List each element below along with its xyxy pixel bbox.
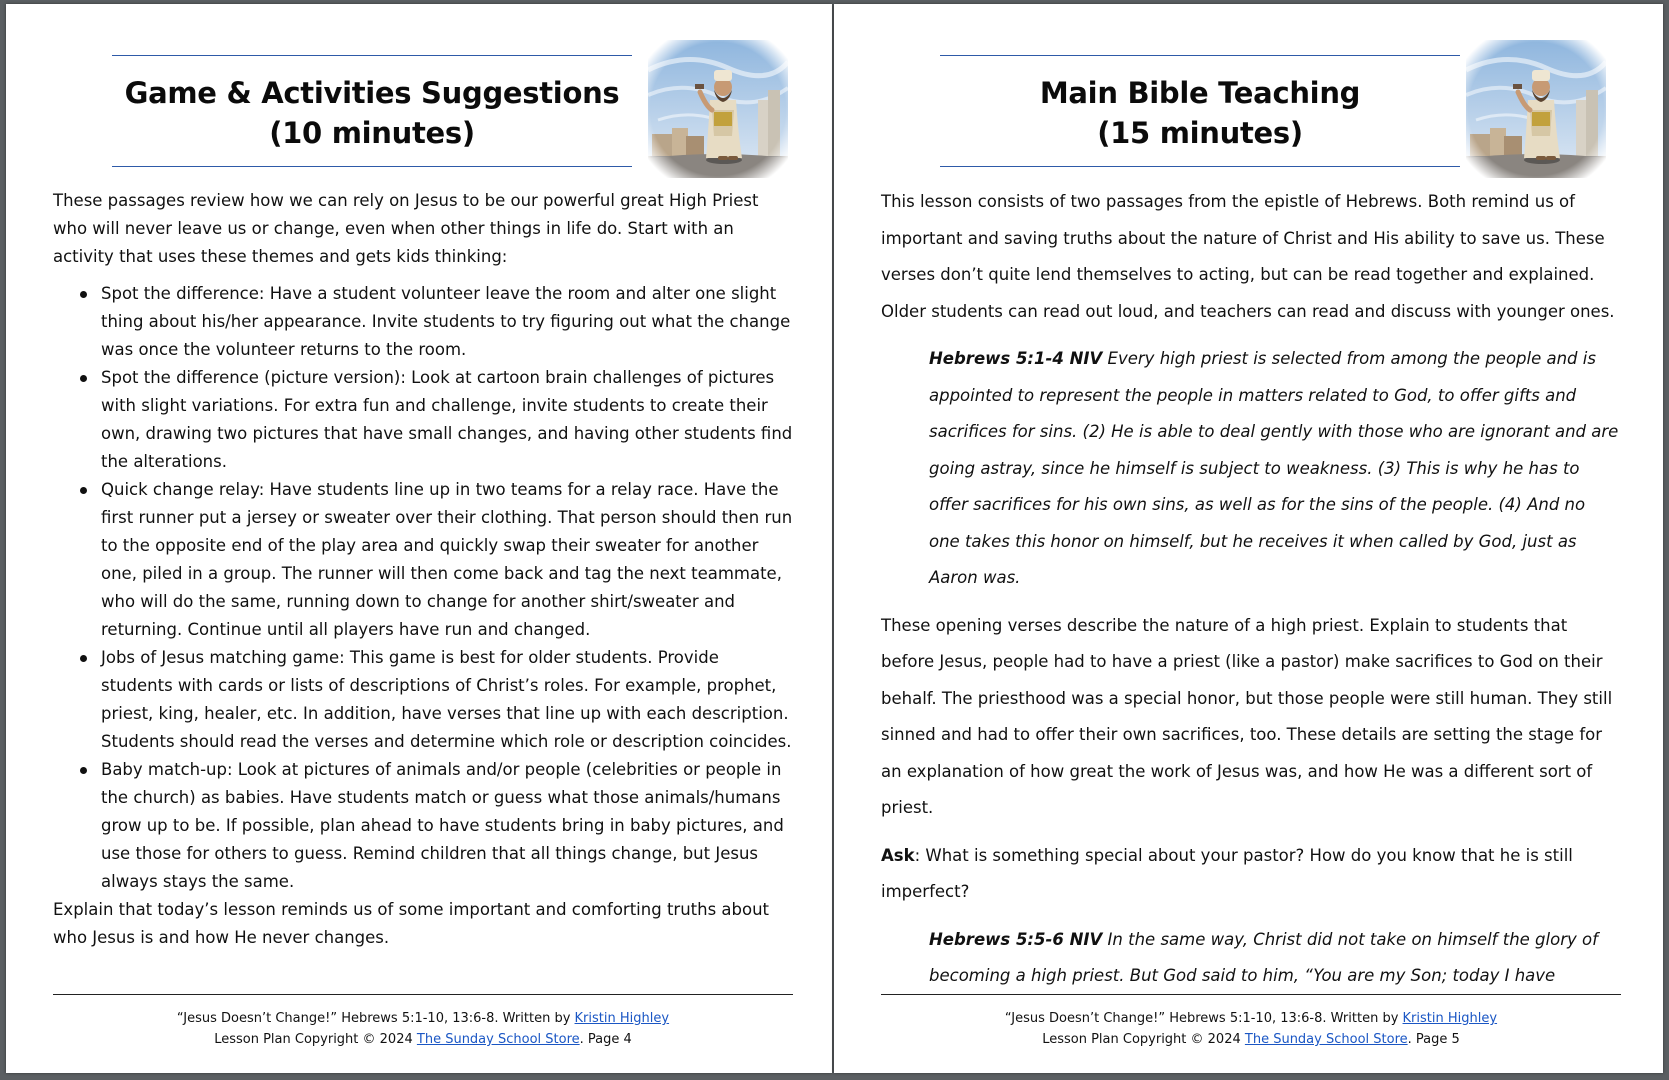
high-priest-illustration-icon xyxy=(648,40,788,178)
explanation-paragraph: These opening verses describe the nature of a high priest. Explain to students that before Jesus, people had to have a priest (like a pastor) make sacrifices to God on their behalf. The priesthood was a special honor, but those people were still human. They still sinned and had to offer their own sacrifices, too. These details are setting the stage for an explanation of how great the work of Jesus was, and how He was a different sort of priest. xyxy=(881,615,1613,817)
list-item: Quick change relay: Have students line up in two teams for a relay race. Have the first runner put a jersey or sweater over their clothing. That person should then run to the opposite end of the play area and quickly swap their sweater for another one, piled in a group. The runner will then come back and tag the next teammate, who will do the same, running down to change for another shirt/sweater and returning. Continue until all players have run and changed. xyxy=(101,476,793,644)
footer-citation: “Jesus Doesn’t Change!” Hebrews 5:1-10, 13:6-8. Written by xyxy=(1004,1011,1403,1026)
page-label: . Page xyxy=(1407,1032,1452,1047)
ask-question: : What is something special about your pastor? How do you know that he is still imperfect? xyxy=(881,845,1573,901)
verse-reference: Hebrews 5:5-6 NIV xyxy=(929,929,1103,949)
list-item: Jobs of Jesus matching game: This game is best for older students. Provide students with cards or lists of descriptions of Christ’s roles. For example, prophet, priest, king, healer, etc. In addition, have verses that line up with each description. Students should read the verses and determine which role or description coincides. xyxy=(101,644,793,756)
list-item: Baby match-up: Look at pictures of animals and/or people (celebrities or people in the church) as babies. Have students match or guess what those animals/humans grow up to be. If possible, plan ahead to have students bring in baby pictures, and use those for others to guess. Remind children that all things change, but Jesus always stays the same. xyxy=(101,756,793,896)
intro-paragraph: These passages review how we can rely on Jesus to be our powerful great High Priest who will never leave us or change, even when other things in life do. Start with an activity that uses these themes and gets kids thinking: xyxy=(53,191,759,266)
title-line-2: (15 minutes) xyxy=(1097,116,1303,150)
footer-line-1 xyxy=(53,1008,793,1029)
title-line-1: Game & Activities Suggestions xyxy=(124,76,620,110)
title-line-1: Main Bible Teaching xyxy=(1039,76,1361,110)
page-4-title xyxy=(112,73,632,153)
page-number: 5 xyxy=(1451,1032,1460,1047)
header-rule-top xyxy=(112,55,632,56)
footer-copyright: Lesson Plan Copyright © 2024 xyxy=(214,1032,417,1047)
high-priest-illustration-icon xyxy=(1466,40,1606,178)
title-line-2: (10 minutes) xyxy=(269,116,475,150)
intro-paragraph: This lesson consists of two passages from the epistle of Hebrews. Both remind us of important and saving truths about the nature of Christ and His ability to save us. These verses don’t quite lend themselves to acting, but can be read together and explained. Older students can read out loud, and teachers can read and discuss with younger ones. xyxy=(881,192,1615,321)
footer-line-2 xyxy=(881,1029,1621,1050)
page-4-body xyxy=(53,187,793,961)
footer-line-2 xyxy=(53,1029,793,1050)
verse-block-1 xyxy=(881,341,1621,597)
ask-label: Ask xyxy=(881,845,915,865)
page-4 xyxy=(6,4,832,1073)
footer-copyright: Lesson Plan Copyright © 2024 xyxy=(1042,1032,1245,1047)
page-4-header xyxy=(112,51,632,167)
store-link[interactable]: The Sunday School Store xyxy=(416,1032,580,1047)
header-rule-bottom xyxy=(940,166,1460,167)
page-5-footer xyxy=(881,994,1621,1050)
author-link[interactable]: Kristin Highley xyxy=(1402,1011,1498,1026)
page-5-title xyxy=(940,73,1460,153)
author-link[interactable]: Kristin Highley xyxy=(574,1011,670,1026)
footer-citation: “Jesus Doesn’t Change!” Hebrews 5:1-10, 13:6-8. Written by xyxy=(176,1011,575,1026)
verse-text: Every high priest is selected from among the people and is appointed to represent the people in matters related to God, to offer gifts and sacrifices for sins. (2) He is able to deal gently with those who are ignorant and are going astray, since he himself is subject to weakness. (3) This is why he has to offer sacrifices for his own sins, as well as for the sins of the people. (4) And no one takes this honor on himself, but he receives it when called by God, just as Aaron was. xyxy=(929,349,1619,587)
page-5 xyxy=(834,4,1663,1073)
list-item: Spot the difference: Have a student volunteer leave the room and alter one slight thing about his/her appearance. Invite students to try figuring out what the change was once the volunteer returns to the room. xyxy=(101,280,793,364)
activity-list xyxy=(53,280,793,896)
list-item: Spot the difference (picture version): Look at cartoon brain challenges of pictures with slight variations. For extra fun and challenge, invite students to create their own, drawing two pictures that have small changes, and having other students find the alterations. xyxy=(101,364,793,476)
verse-text: In the same way, Christ did not take on himself the glory of becoming a high priest. But God said to him, “You are my Son; today I have xyxy=(929,929,1598,985)
header-rule-top xyxy=(940,55,1460,56)
footer-line-1 xyxy=(881,1008,1621,1029)
verse-block-2 xyxy=(881,922,1621,995)
page-number: 4 xyxy=(623,1032,632,1047)
page-5-header xyxy=(940,51,1460,167)
page-label: . Page xyxy=(579,1032,624,1047)
ask-paragraph xyxy=(881,838,1621,911)
store-link[interactable]: The Sunday School Store xyxy=(1244,1032,1408,1047)
page-4-footer xyxy=(53,994,793,1050)
verse-reference: Hebrews 5:1-4 NIV xyxy=(929,349,1103,368)
header-rule-bottom xyxy=(112,166,632,167)
closing-paragraph: Explain that today’s lesson reminds us of some important and comforting truths about who Jesus is and how He never changes. xyxy=(53,900,770,947)
page-5-body xyxy=(881,184,1621,1006)
